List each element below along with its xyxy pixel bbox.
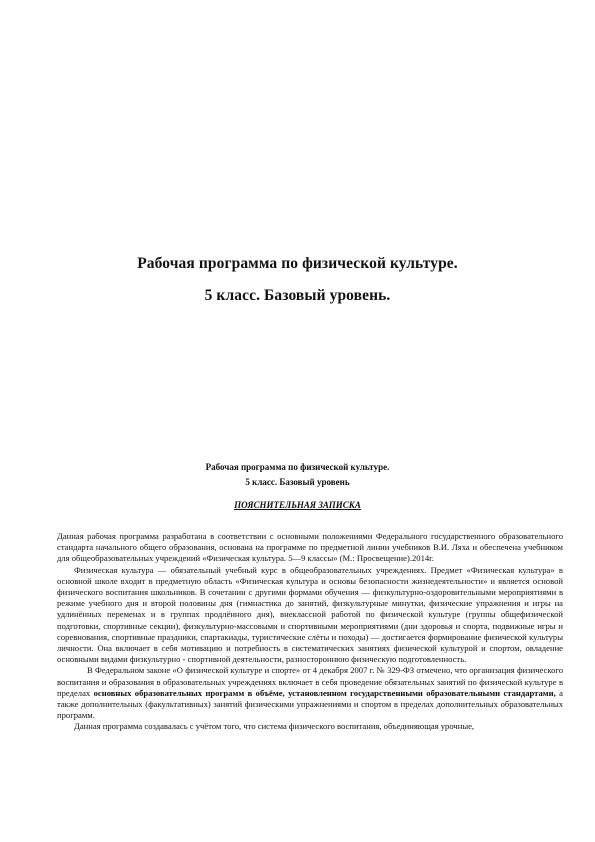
body-text	[57, 531, 563, 733]
paragraph-3-start: В Федеральном законе «О физической культуре и спорте» от 4 декабря 2007 г. № 329-ФЗ отмечено, что организация физического воспитания и образования в образовательных учреждениях включает в себя проведение обязательных занятий по физической культуре в пределах	[57, 665, 563, 698]
paragraph-3-end: а также дополнительных (факультативных) занятий физическими упражнениями и спортом в пределах дополнительных образовательных программ.	[57, 687, 563, 721]
document-title-line2: 5 класс. Базовый уровень.	[204, 287, 391, 304]
paragraph-3-bold: основных образовательных программ в объёме, установленном государственными образовательными стандартами,	[93, 687, 556, 698]
paragraph-2: Физическая культура — обязательный учебный курс в общеобразовательных учреждениях. Предмет «Физическая культура» в основной школе входит в предметную область «Физическая культура и основы безопасности жизнедеятельности» и является основой физического воспитания школьников. В сочетании с другими формами обучения — физкультурно-оздоровительными мероприятиями в режиме учебного дня и второй половины дня (гимнастика до занятий, физкультурные минутки, физические упражнения и игры на удлинённых переменах и в группах продлённого дня), внеклассной работой по физической культуре (группы общефизической подготовки, спортивные секции), физкультурно-массовыми и спортивными мероприятиями (дни здоровья и спорта, подвижные игры и соревнования, спортивные праздники, спартакиады, туристические слёты и походы) — достигается формирование физической культуры личности. Она включает в себя мотивацию и потребность в систематических занятиях физической культурой и спортом, овладение основными видами физкультурно - спортивной деятельности, разностороннюю физическую подготовленность.	[57, 564, 563, 665]
paragraph-1: Данная рабочая программа разработана в соответствии с основными положениями Федерального государственного образовательного стандарта начального общего образования, основана на программе по предметной линии учебников В.И. Ляха и обеспечена учебником для общеобразовательных учреждений «Физическая культура. 5—9 классы» (М.: Просвещение).2014г.	[57, 531, 563, 564]
subtitle-line2: 5 класс. Базовый уровень	[245, 477, 350, 487]
paragraph-4: Данная программа создавалась с учётом того, что система физического воспитания, объединяющая урочные,	[74, 721, 475, 732]
section-heading: ПОЯСНИТЕЛЬНАЯ ЗАПИСКА	[234, 500, 361, 510]
document-title-line1: Рабочая программа по физической культуре.	[137, 255, 458, 272]
subtitle-line1: Рабочая программа по физической культуре.	[205, 462, 390, 472]
paragraph-3	[57, 665, 563, 721]
